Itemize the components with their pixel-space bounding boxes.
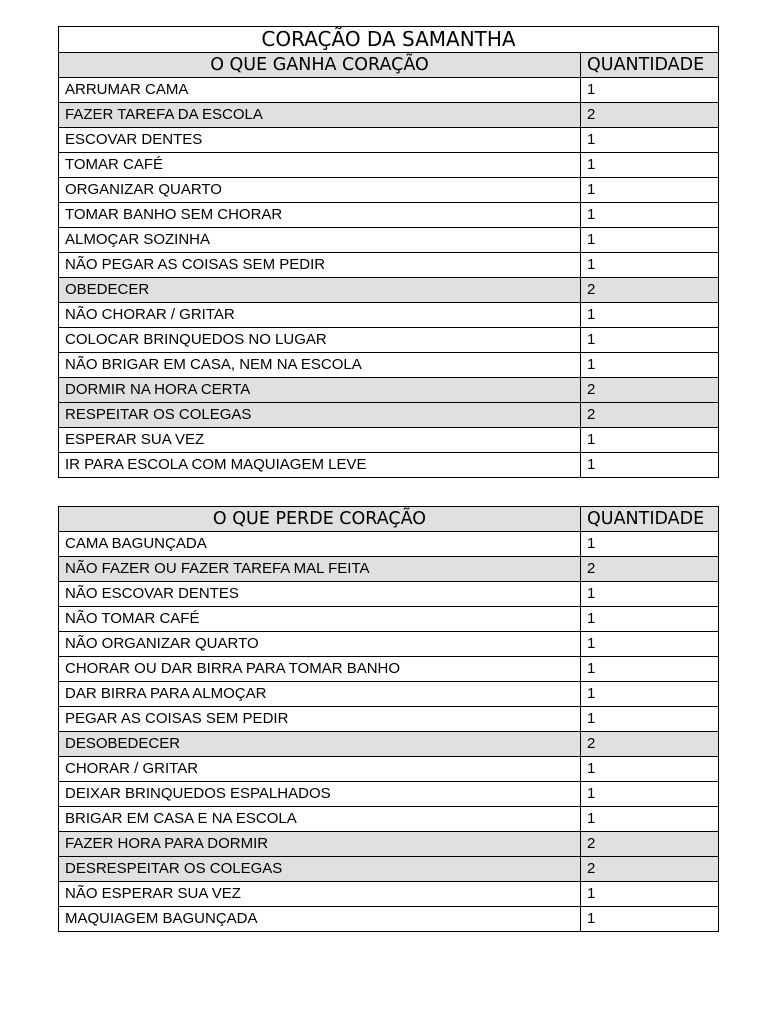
lose-table-body — [59, 532, 719, 932]
lose-action-header: O QUE PERDE CORAÇÃO — [59, 507, 581, 532]
quantity-cell: 1 — [581, 632, 719, 657]
document-title-row — [59, 27, 719, 53]
action-cell: ORGANIZAR QUARTO — [59, 178, 581, 203]
action-cell: DESRESPEITAR OS COLEGAS — [59, 857, 581, 882]
action-cell: NÃO TOMAR CAFÉ — [59, 607, 581, 632]
action-cell: NÃO ESPERAR SUA VEZ — [59, 882, 581, 907]
table-row — [59, 732, 719, 757]
action-cell: DORMIR NA HORA CERTA — [59, 378, 581, 403]
gain-table-header-row — [59, 53, 719, 78]
gain-action-header: O QUE GANHA CORAÇÃO — [59, 53, 581, 78]
quantity-cell: 2 — [581, 278, 719, 303]
action-cell: ALMOÇAR SOZINHA — [59, 228, 581, 253]
table-row — [59, 757, 719, 782]
table-row — [59, 378, 719, 403]
table-row — [59, 532, 719, 557]
action-cell: NÃO BRIGAR EM CASA, NEM NA ESCOLA — [59, 353, 581, 378]
table-row — [59, 278, 719, 303]
gain-table-body — [59, 78, 719, 478]
table-row — [59, 707, 719, 732]
action-cell: CHORAR OU DAR BIRRA PARA TOMAR BANHO — [59, 657, 581, 682]
action-cell: DEIXAR BRINQUEDOS ESPALHADOS — [59, 782, 581, 807]
quantity-cell: 1 — [581, 303, 719, 328]
quantity-cell: 1 — [581, 682, 719, 707]
quantity-cell: 2 — [581, 103, 719, 128]
action-cell: NÃO ORGANIZAR QUARTO — [59, 632, 581, 657]
table-row — [59, 153, 719, 178]
action-cell: RESPEITAR OS COLEGAS — [59, 403, 581, 428]
lose-quantity-header: QUANTIDADE — [581, 507, 719, 532]
action-cell: ESCOVAR DENTES — [59, 128, 581, 153]
gain-quantity-header: QUANTIDADE — [581, 53, 719, 78]
table-row — [59, 607, 719, 632]
action-cell: ARRUMAR CAMA — [59, 78, 581, 103]
quantity-cell: 1 — [581, 203, 719, 228]
table-row — [59, 428, 719, 453]
quantity-cell: 1 — [581, 353, 719, 378]
quantity-cell: 1 — [581, 453, 719, 478]
table-row — [59, 657, 719, 682]
quantity-cell: 1 — [581, 657, 719, 682]
action-cell: PEGAR AS COISAS SEM PEDIR — [59, 707, 581, 732]
table-row — [59, 303, 719, 328]
quantity-cell: 1 — [581, 782, 719, 807]
quantity-cell: 1 — [581, 532, 719, 557]
table-row — [59, 178, 719, 203]
quantity-cell: 1 — [581, 178, 719, 203]
table-row — [59, 882, 719, 907]
quantity-cell: 1 — [581, 607, 719, 632]
quantity-cell: 1 — [581, 907, 719, 932]
action-cell: BRIGAR EM CASA E NA ESCOLA — [59, 807, 581, 832]
quantity-cell: 1 — [581, 807, 719, 832]
gain-heart-table — [58, 26, 719, 478]
quantity-cell: 1 — [581, 78, 719, 103]
table-row — [59, 682, 719, 707]
action-cell: COLOCAR BRINQUEDOS NO LUGAR — [59, 328, 581, 353]
action-cell: ESPERAR SUA VEZ — [59, 428, 581, 453]
action-cell: DESOBEDECER — [59, 732, 581, 757]
action-cell: FAZER TAREFA DA ESCOLA — [59, 103, 581, 128]
table-row — [59, 203, 719, 228]
table-row — [59, 782, 719, 807]
table-row — [59, 632, 719, 657]
quantity-cell: 1 — [581, 582, 719, 607]
table-row — [59, 253, 719, 278]
action-cell: NÃO ESCOVAR DENTES — [59, 582, 581, 607]
table-row — [59, 328, 719, 353]
action-cell: OBEDECER — [59, 278, 581, 303]
table-row — [59, 78, 719, 103]
action-cell: IR PARA ESCOLA COM MAQUIAGEM LEVE — [59, 453, 581, 478]
action-cell: NÃO PEGAR AS COISAS SEM PEDIR — [59, 253, 581, 278]
quantity-cell: 1 — [581, 253, 719, 278]
quantity-cell: 2 — [581, 557, 719, 582]
quantity-cell: 1 — [581, 707, 719, 732]
table-row — [59, 557, 719, 582]
table-row — [59, 857, 719, 882]
table-row — [59, 228, 719, 253]
action-cell: FAZER HORA PARA DORMIR — [59, 832, 581, 857]
table-row — [59, 907, 719, 932]
action-cell: MAQUIAGEM BAGUNÇADA — [59, 907, 581, 932]
table-row — [59, 807, 719, 832]
quantity-cell: 2 — [581, 832, 719, 857]
action-cell: TOMAR CAFÉ — [59, 153, 581, 178]
quantity-cell: 1 — [581, 328, 719, 353]
action-cell: CHORAR / GRITAR — [59, 757, 581, 782]
table-row — [59, 832, 719, 857]
table-row — [59, 353, 719, 378]
table-row — [59, 453, 719, 478]
table-row — [59, 128, 719, 153]
action-cell: DAR BIRRA PARA ALMOÇAR — [59, 682, 581, 707]
table-row — [59, 403, 719, 428]
table-row — [59, 103, 719, 128]
table-row — [59, 582, 719, 607]
lose-heart-table — [58, 506, 719, 932]
document-title: CORAÇÃO DA SAMANTHA — [59, 27, 719, 53]
quantity-cell: 1 — [581, 428, 719, 453]
quantity-cell: 1 — [581, 128, 719, 153]
quantity-cell: 2 — [581, 732, 719, 757]
action-cell: TOMAR BANHO SEM CHORAR — [59, 203, 581, 228]
lose-table-header-row — [59, 507, 719, 532]
quantity-cell: 1 — [581, 757, 719, 782]
quantity-cell: 2 — [581, 857, 719, 882]
action-cell: NÃO FAZER OU FAZER TAREFA MAL FEITA — [59, 557, 581, 582]
quantity-cell: 1 — [581, 228, 719, 253]
action-cell: NÃO CHORAR / GRITAR — [59, 303, 581, 328]
action-cell: CAMA BAGUNÇADA — [59, 532, 581, 557]
quantity-cell: 2 — [581, 403, 719, 428]
quantity-cell: 1 — [581, 882, 719, 907]
quantity-cell: 1 — [581, 153, 719, 178]
quantity-cell: 2 — [581, 378, 719, 403]
